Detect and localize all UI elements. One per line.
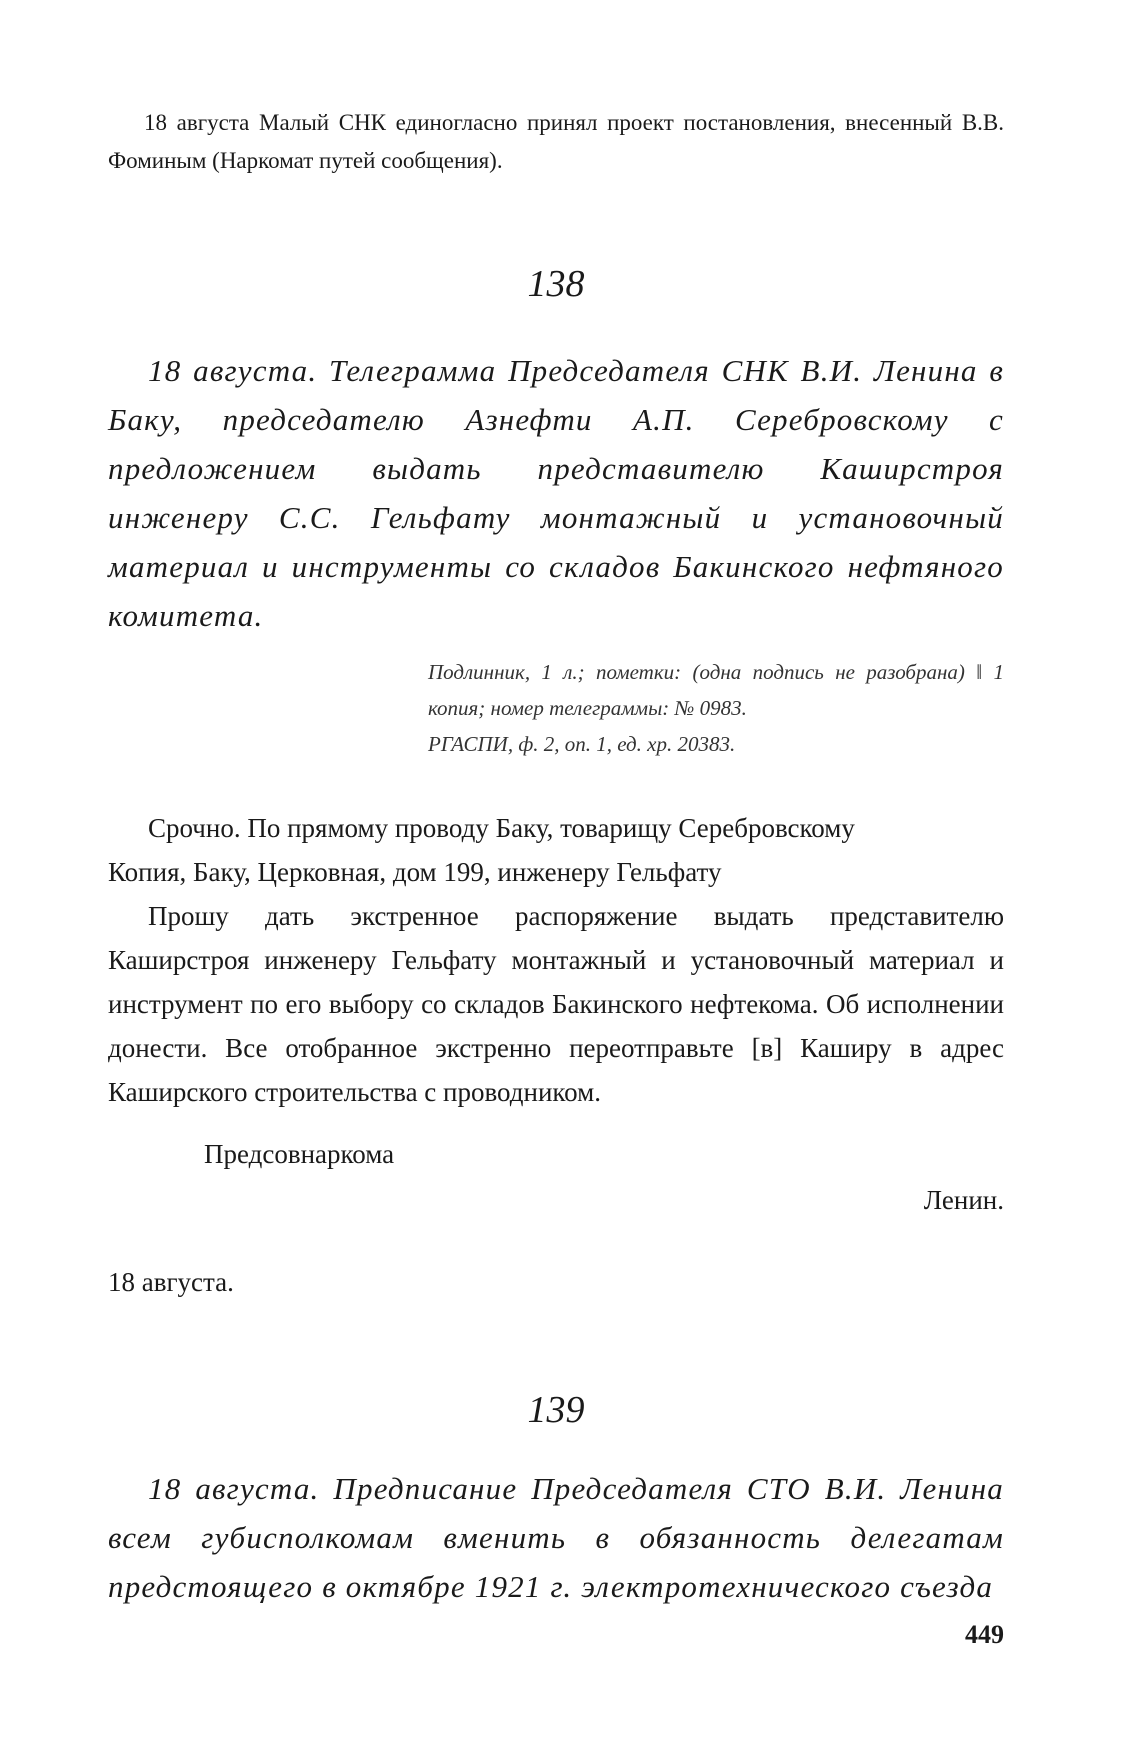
signoff-signature-name: Ленин.: [923, 1185, 1004, 1215]
signoff-title: Предсовнаркома: [204, 1139, 395, 1169]
page-number: 449: [965, 1620, 1004, 1649]
source-description: Подлинник, 1 л.; пометки: (одна подпись не разобрана) ‖ 1 копия; номер телеграммы: № 0983.: [428, 660, 1004, 720]
book-page: [108, 0, 1004, 1760]
document-number-139: 139: [527, 1389, 585, 1431]
document-number-138: 138: [527, 263, 585, 305]
document-heading-139: 18 августа. Предписание Председателя СТО В.И. Ленина всем губисполкомам вменить в обязанность делегатам предстоящего в октябре 1921 г. электротехнического съезда: [108, 1471, 1004, 1604]
archival-source-note: [428, 654, 1004, 762]
telegram-body: Прошу дать экстренное распоряжение выдать представителю Каширстроя инженеру Гельфату монтажный и установочный материал и инструмент по его выбору со складов Бакинского нефтекома. Об исполнении донести. Все отобранное экстренно переотправьте [в] Каширу в адрес Каширского строительства с проводником.: [108, 901, 1004, 1107]
telegram-copy-recipient: Копия, Баку, Церковная, дом 199, инженеру Гельфату: [108, 857, 722, 887]
telegram-address: Срочно. По прямому проводу Баку, товарищу Серебровскому: [148, 813, 855, 843]
document-heading-138: 18 августа. Телеграмма Председателя СНК В.И. Ленина в Баку, председателю Азнефти А.П. Серебровскому с предложением выдать представителю Каширстроя инженеру С.С. Гельфату монтажный и установочный материал и инструменты со складов Бакинского нефтяного комитета.: [108, 353, 1004, 633]
source-archive-reference: РГАСПИ, ф. 2, оп. 1, ед. хр. 20383.: [428, 732, 736, 756]
telegram-date: 18 августа.: [108, 1267, 234, 1297]
intro-paragraph: 18 августа Малый СНК единогласно принял проект постановления, внесенный В.В. Фоминым (Наркомат путей сообщения).: [108, 110, 1004, 173]
